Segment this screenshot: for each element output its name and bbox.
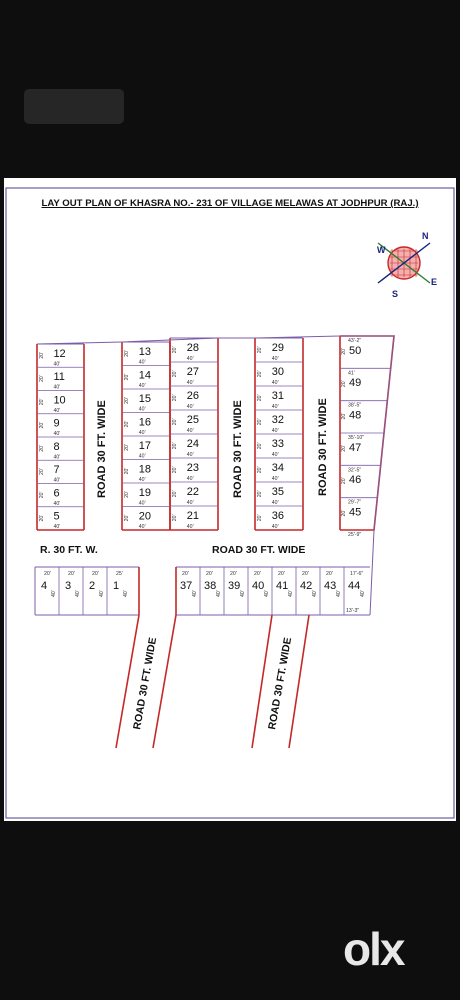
plot-number-43: 43 xyxy=(324,580,337,592)
sheet-border xyxy=(6,188,454,818)
plot-number-14: 14 xyxy=(138,369,152,382)
plot-depth-label: 40' xyxy=(186,500,194,507)
plot-depth-label: 40' xyxy=(271,452,279,459)
plot-width-label: 20' xyxy=(39,421,46,429)
plot-number-47: 47 xyxy=(349,441,362,454)
plot-width-label: 20' xyxy=(257,346,264,354)
plot-depth-label: 40' xyxy=(264,590,270,597)
plot-width-label: 20' xyxy=(257,466,264,474)
plot-width-label: 20' xyxy=(341,348,347,355)
olx-logo xyxy=(343,922,403,976)
road-label-horizontal-main: ROAD 30 FT. WIDE xyxy=(212,544,306,556)
plot-width-label: 20' xyxy=(172,394,179,402)
plot-number-15: 15 xyxy=(138,392,152,405)
plot-frontage-label: 32'-5" xyxy=(348,467,362,474)
road-label-right-vertical: ROAD 30 FT. WIDE xyxy=(317,398,329,496)
plot-width-label: 20' xyxy=(124,350,131,357)
plot-number-6: 6 xyxy=(53,487,60,500)
plot-depth-label: 40' xyxy=(53,454,61,461)
plot-width-label: 20' xyxy=(39,398,46,406)
plot-number-42: 42 xyxy=(300,580,313,592)
plot-width-label: 20' xyxy=(124,491,131,498)
plot-depth-label: 40' xyxy=(288,590,294,597)
plot-width-label: 20' xyxy=(257,442,264,450)
plot-width-label: 20' xyxy=(341,445,347,452)
plot-frontage-label: 43'-2" xyxy=(348,338,362,344)
plot-number-13: 13 xyxy=(138,345,152,358)
plot-depth-label: 40' xyxy=(99,590,105,597)
logo-text: olx xyxy=(343,923,404,975)
plot-width-label: 20' xyxy=(172,466,179,474)
plot-width-label: 20' xyxy=(206,571,213,577)
plot-frontage-label: 25'-9" xyxy=(348,532,362,538)
road-label-lower-left: ROAD 30 FT. WIDE xyxy=(131,636,160,731)
plot-depth-label: 40' xyxy=(138,359,146,366)
plot-depth-label: 40' xyxy=(123,590,129,597)
plot-number-17: 17 xyxy=(138,439,152,452)
plot-width-label: 20' xyxy=(124,467,131,475)
plot-number-22: 22 xyxy=(186,486,200,499)
plot-width-label: 20' xyxy=(302,571,309,577)
plot-number-4: 4 xyxy=(41,580,48,592)
plot-number-37: 37 xyxy=(180,580,193,592)
plot-width-label: 20' xyxy=(341,380,347,388)
plot-width-label: 20' xyxy=(92,571,99,577)
plot-depth-label: 40' xyxy=(240,590,246,597)
plot-frontage-label: 41' xyxy=(348,370,355,377)
plot-number-25: 25 xyxy=(186,414,200,427)
plot-depth-label: 40' xyxy=(271,524,279,531)
plot-frontage-label: 29'-7" xyxy=(348,499,362,506)
plot-depth-label: 40' xyxy=(138,477,146,484)
plot-width-label: 20' xyxy=(39,375,46,383)
plot-number-44: 44 xyxy=(348,580,361,592)
compass-west-label: W xyxy=(377,245,386,255)
plot-number-19: 19 xyxy=(138,486,152,499)
plot-depth-label: 40' xyxy=(271,380,279,387)
plot-depth-label: 40' xyxy=(138,430,146,437)
plot-number-8: 8 xyxy=(53,440,60,453)
blurred-header-badge xyxy=(24,89,124,124)
plot-number-1: 1 xyxy=(113,580,120,592)
plot-depth-label: 40' xyxy=(53,500,61,507)
plot-width-label: 20' xyxy=(172,346,179,354)
plot-number-39: 39 xyxy=(228,580,241,592)
plot-depth-label: 40' xyxy=(360,590,366,597)
compass-north-label: N xyxy=(422,231,429,241)
plot-number-2: 2 xyxy=(89,580,96,592)
layout-plan-sheet xyxy=(4,178,456,821)
plot-depth-label: 40' xyxy=(186,476,194,483)
plot-depth-label: 40' xyxy=(53,407,61,414)
plot-number-9: 9 xyxy=(53,417,60,430)
plot-width-label: 20' xyxy=(124,514,131,522)
road-label-lower-right: ROAD 30 FT. WIDE xyxy=(266,636,295,731)
plot-width-label: 20' xyxy=(326,571,333,577)
page-title: LAY OUT PLAN OF KHASRA NO.- 231 OF VILLAGE MELAWAS AT JODHPUR (RAJ.) xyxy=(41,198,419,209)
plot-number-10: 10 xyxy=(53,394,66,407)
plot-number-23: 23 xyxy=(186,462,200,475)
plot-depth-label: 40' xyxy=(138,406,146,413)
plot-depth-label: 40' xyxy=(138,524,146,531)
plot-width-label: 20' xyxy=(254,571,261,577)
plot-number-28: 28 xyxy=(186,342,200,355)
plot-depth-label: 40' xyxy=(186,524,194,531)
plot-number-5: 5 xyxy=(53,510,60,523)
plot-frontage-label: 13'-3" xyxy=(346,608,360,614)
plot-frontage-label: 38'-5" xyxy=(348,402,362,409)
road-label-middle-vertical: ROAD 30 FT. WIDE xyxy=(232,400,244,498)
plot-width-label: 20' xyxy=(257,418,264,426)
plot-depth-label: 40' xyxy=(138,453,146,460)
plot-number-26: 26 xyxy=(186,390,200,403)
plot-depth-label: 40' xyxy=(192,590,198,597)
plot-number-49: 49 xyxy=(349,377,362,390)
plot-depth-label: 40' xyxy=(53,384,61,391)
plot-depth-label: 40' xyxy=(271,476,279,483)
plot-width-label: 20' xyxy=(257,514,264,522)
plot-depth-label: 40' xyxy=(53,361,61,368)
plot-frontage-label: 35'-10" xyxy=(348,435,365,441)
plot-number-46: 46 xyxy=(349,474,362,487)
plot-depth-label: 40' xyxy=(53,524,61,531)
plot-width-label: 20' xyxy=(39,491,46,499)
plot-width-label: 20' xyxy=(341,412,347,420)
plot-width-label: 25' xyxy=(116,571,123,577)
lower-right-road-edge-b xyxy=(289,615,309,748)
plot-width-label: 20' xyxy=(39,352,46,359)
plot-number-36: 36 xyxy=(271,510,285,523)
plot-number-3: 3 xyxy=(65,580,72,592)
plot-width-label: 20' xyxy=(124,420,131,428)
plot-depth-label: 40' xyxy=(336,590,342,597)
plot-number-50: 50 xyxy=(349,344,362,357)
plot-number-11: 11 xyxy=(53,371,65,384)
plot-number-7: 7 xyxy=(53,464,60,477)
plot-depth-label: 40' xyxy=(271,428,279,435)
plot-depth-label: 40' xyxy=(271,500,279,507)
plot-width-label: 20' xyxy=(172,490,179,498)
road-label-horizontal-left: R. 30 FT. W. xyxy=(40,544,98,556)
plot-number-32: 32 xyxy=(271,414,285,427)
plot-number-18: 18 xyxy=(138,463,152,476)
layout-plan-drawing xyxy=(4,178,456,821)
plot-width-label: 20' xyxy=(172,370,179,378)
plot-depth-label: 40' xyxy=(271,404,279,411)
plot-width-label: 20' xyxy=(172,418,179,426)
lower-left-road-edge-b xyxy=(153,615,176,748)
plot-width-label: 20' xyxy=(182,571,189,577)
plot-depth-label: 40' xyxy=(75,590,81,597)
plot-width-label: 17'-6" xyxy=(350,571,364,577)
plot-width-label: 20' xyxy=(44,571,51,577)
plot-width-label: 20' xyxy=(278,571,285,577)
plot-depth-label: 40' xyxy=(216,590,222,597)
plot-width-label: 20' xyxy=(124,444,131,451)
plot-width-label: 20' xyxy=(341,509,347,517)
compass-south-label: S xyxy=(392,289,399,299)
plot-depth-label: 40' xyxy=(186,452,194,459)
plot-depth-label: 40' xyxy=(271,356,279,363)
plot-width-label: 20' xyxy=(39,445,46,452)
plot-number-33: 33 xyxy=(271,438,285,451)
plot-number-24: 24 xyxy=(186,438,200,451)
plot-number-20: 20 xyxy=(138,510,152,523)
plot-number-40: 40 xyxy=(252,580,265,592)
plot-width-label: 20' xyxy=(257,370,264,378)
plot-width-label: 20' xyxy=(230,571,237,577)
plot-width-label: 20' xyxy=(172,442,179,450)
plot-number-34: 34 xyxy=(271,462,285,475)
plot-number-16: 16 xyxy=(138,416,152,429)
plot-depth-label: 40' xyxy=(138,500,146,507)
road-label-left-vertical: ROAD 30 FT. WIDE xyxy=(96,400,108,498)
plot-depth-label: 40' xyxy=(186,356,194,363)
plot-number-35: 35 xyxy=(271,486,285,499)
plot-width-label: 20' xyxy=(257,490,264,498)
plot-depth-label: 40' xyxy=(186,428,194,435)
plot-width-label: 20' xyxy=(257,394,264,402)
plot-width-label: 20' xyxy=(39,514,46,522)
plot-number-38: 38 xyxy=(204,580,217,592)
plot-depth-label: 40' xyxy=(312,590,318,597)
plot-depth-label: 40' xyxy=(186,404,194,411)
plot-depth-label: 40' xyxy=(186,380,194,387)
plot-width-label: 20' xyxy=(341,477,347,485)
compass-east-label: E xyxy=(431,277,438,287)
plot-number-31: 31 xyxy=(271,390,285,403)
plot-number-41: 41 xyxy=(276,580,289,592)
plot-number-27: 27 xyxy=(186,366,200,379)
plot-width-label: 20' xyxy=(124,397,131,404)
plot-number-12: 12 xyxy=(53,347,66,360)
plot-number-30: 30 xyxy=(271,366,285,379)
plot-depth-label: 40' xyxy=(53,431,61,438)
plot-depth-label: 40' xyxy=(51,590,57,597)
plot-width-label: 20' xyxy=(124,373,131,381)
plot-number-48: 48 xyxy=(349,409,362,422)
plot-width-label: 20' xyxy=(172,514,179,522)
plot-width-label: 20' xyxy=(39,468,46,476)
plot-width-label: 20' xyxy=(68,571,75,577)
plot-depth-label: 40' xyxy=(53,477,61,484)
plot-depth-label: 40' xyxy=(138,383,146,390)
plot-number-45: 45 xyxy=(349,506,362,519)
plot-number-21: 21 xyxy=(186,510,200,523)
layout-right-boundary xyxy=(370,530,374,615)
plot-number-29: 29 xyxy=(271,342,285,355)
